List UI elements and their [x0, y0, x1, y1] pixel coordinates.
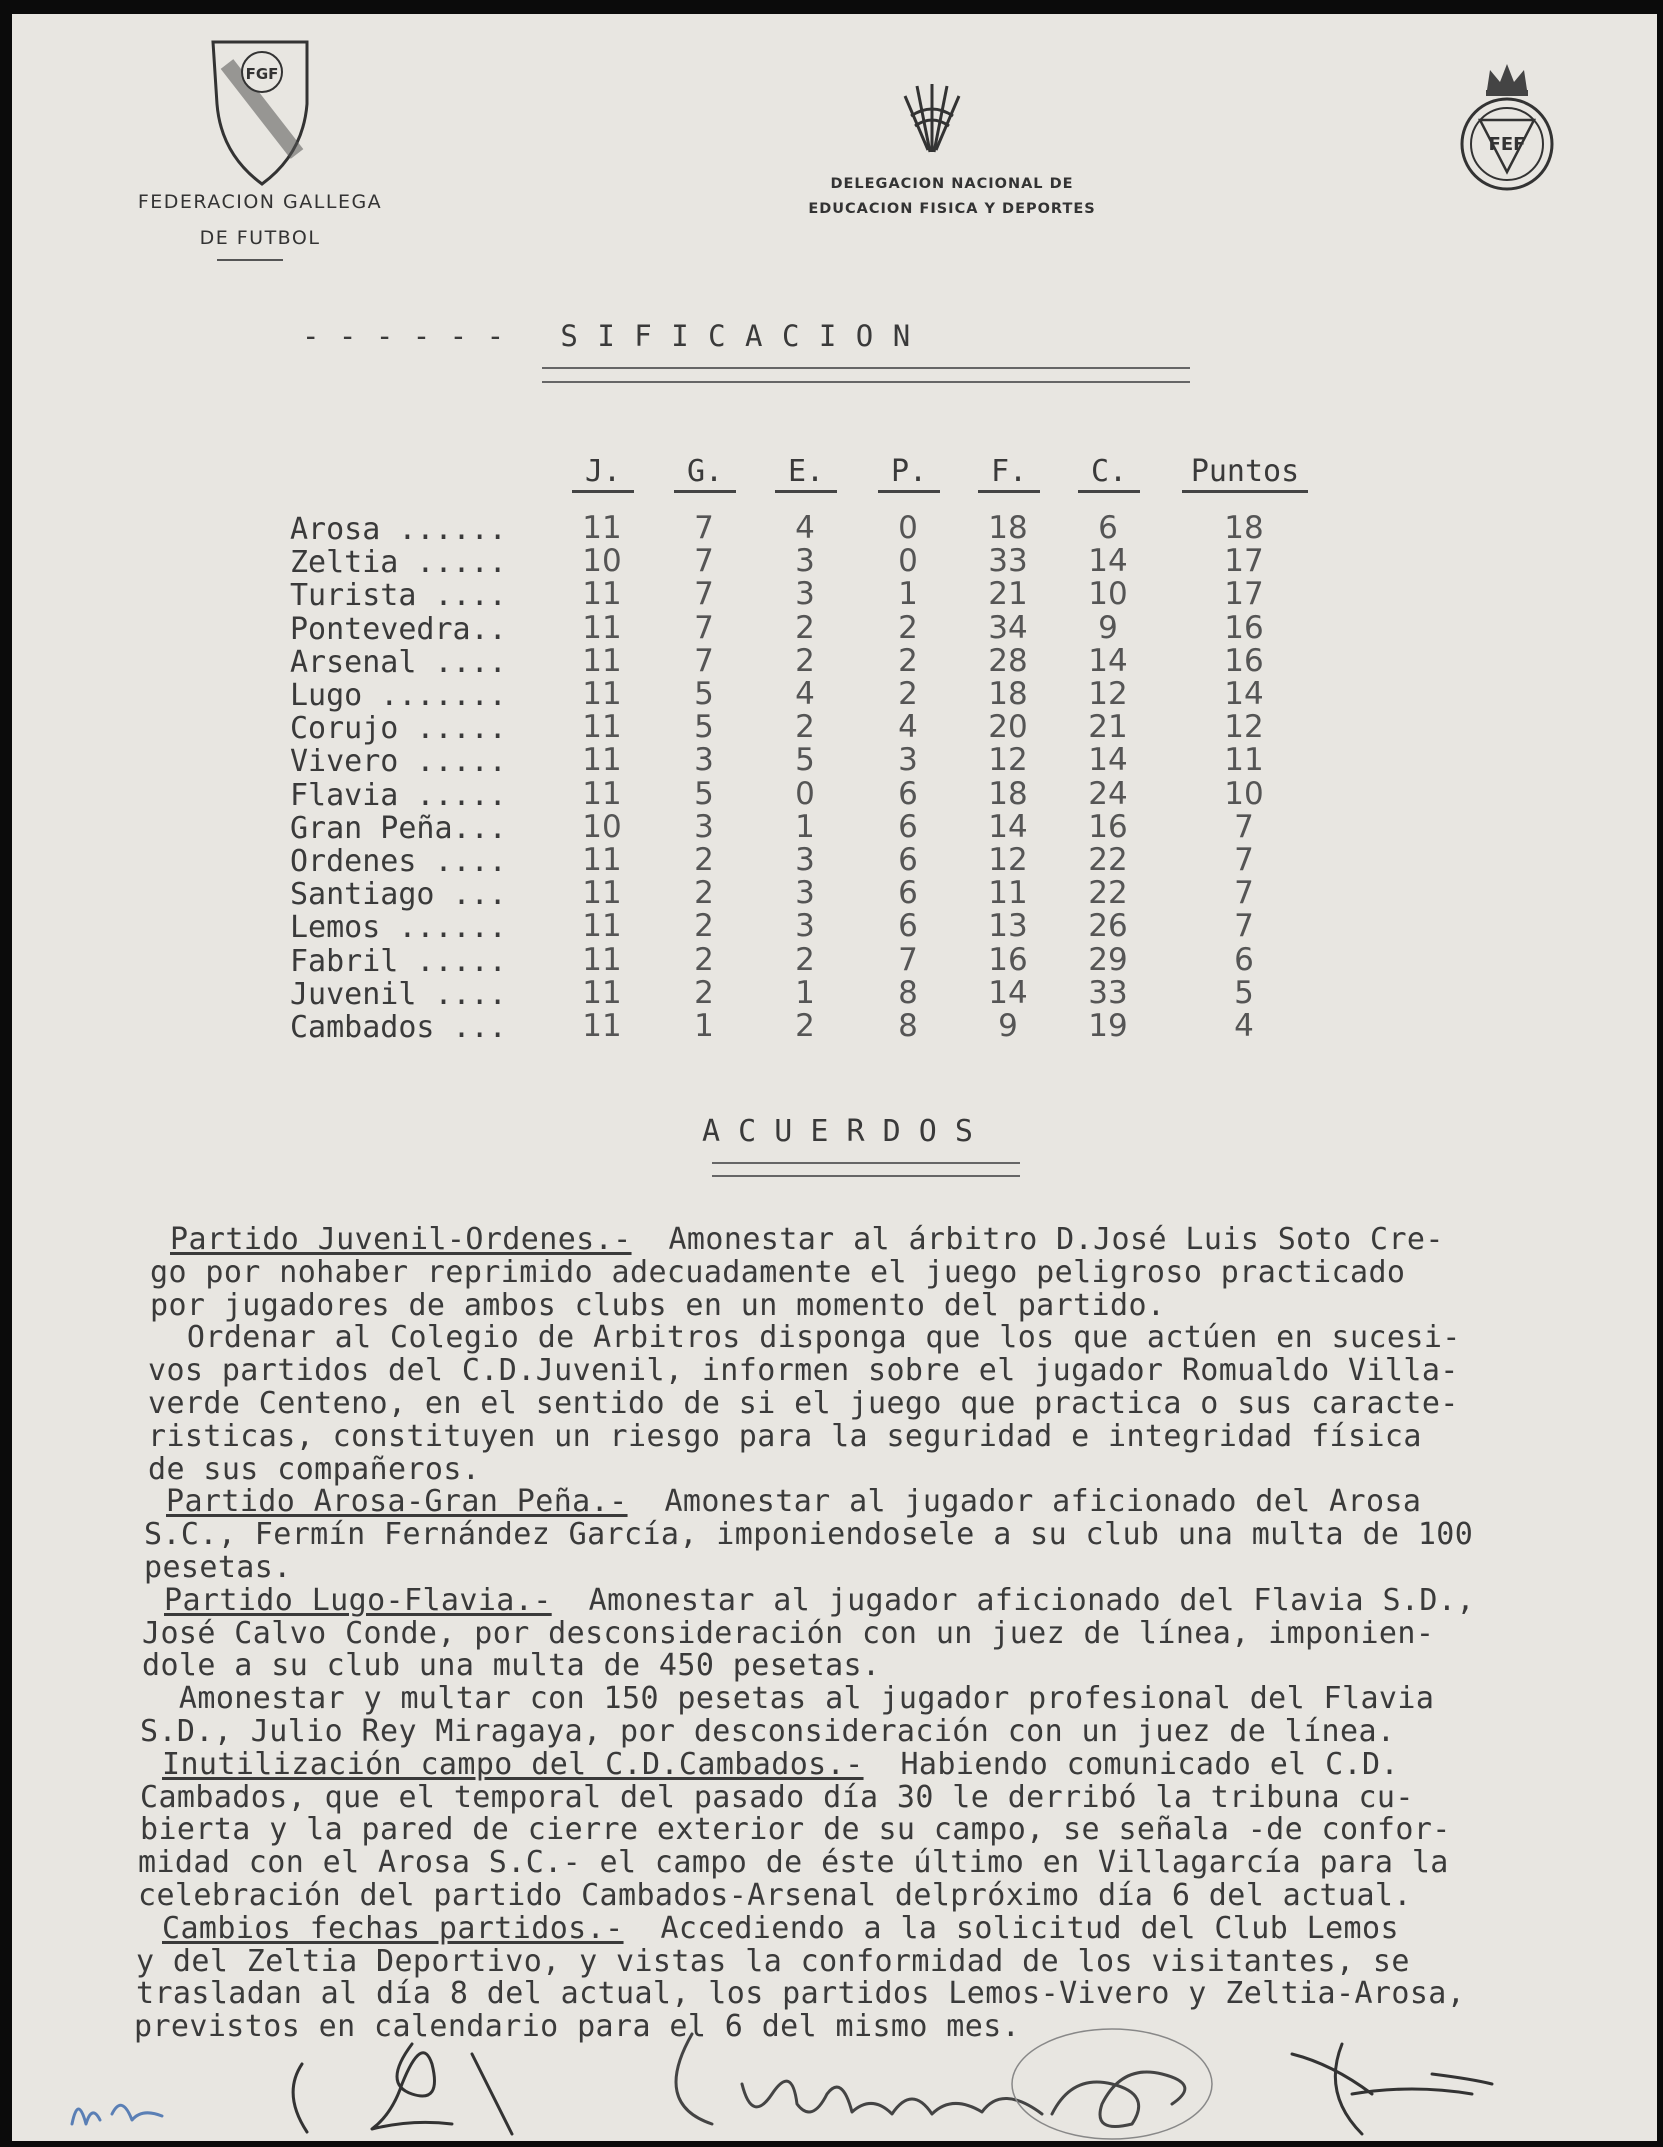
standings-cell: 29: [1088, 941, 1128, 978]
standings-cell: 2: [795, 1008, 815, 1044]
agreement-line: Cambados, que el temporal del pasado día 30 le derribó la tribuna cu-: [140, 1779, 1414, 1815]
standings-cell: 5: [694, 775, 714, 812]
standings-cell: 1: [694, 1008, 714, 1044]
agreement-heading-lugo-flavia: Partido Lugo-Flavia.-: [164, 1582, 552, 1618]
standings-cell: 16: [988, 941, 1028, 978]
standings-cell: 18: [988, 676, 1028, 712]
standings-cell: 9: [998, 1008, 1018, 1044]
standings-cell: 10: [1224, 775, 1264, 812]
standings-cell: 11: [582, 842, 622, 878]
standings-cell: 7: [694, 642, 714, 679]
standings-cell: 2: [795, 941, 815, 978]
agreement-line: Ordenar al Colegio de Arbitros disponga que los que actúen en sucesi-: [150, 1320, 1461, 1356]
standings-cell: 2: [694, 974, 714, 1011]
agreement-heading-cambados-field: Inutilización campo del C.D.Cambados.-: [162, 1746, 864, 1782]
standings-cell: 5: [795, 742, 815, 779]
standings-cell: 3: [898, 742, 918, 779]
agreement-line: Partido Juvenil-Ordenes.- Amonestar al árbitro D.José Luis Soto Cre-: [170, 1222, 1444, 1257]
standings-cell: 13: [988, 908, 1028, 945]
standings-cell: 11: [582, 742, 622, 779]
team-name: Arsenal ....: [290, 644, 507, 680]
standings-cell: 7: [694, 543, 714, 580]
federation-name-line-2: DE FUTBOL: [199, 227, 321, 249]
standings-cell: 10: [582, 808, 622, 845]
standings-cell: 5: [694, 676, 714, 712]
col-header-won: G.: [674, 454, 736, 493]
agreement-line: Amonestar y multar con 150 pesetas al jugador profesional del Flavia: [142, 1681, 1435, 1717]
standings-cell: 14: [1088, 642, 1128, 679]
standings-cell: 16: [1224, 609, 1264, 646]
agreements-title: A C U E R D O S: [702, 1114, 973, 1149]
standings-cell: 3: [795, 576, 815, 613]
team-name: Gran Peña...: [290, 810, 507, 846]
standings-cell: 2: [898, 642, 918, 679]
standings-cell: 11: [582, 908, 622, 945]
federation-name-rule: [217, 259, 283, 261]
standings-cell: 2: [694, 941, 714, 978]
agreement-line: midad con el Arosa S.C.- el campo de éste último en Villagarcía para la: [138, 1845, 1449, 1881]
team-name: Ordenes ....: [290, 844, 507, 879]
standings-cell: 7: [1234, 908, 1254, 945]
agreement-line: pesetas.: [144, 1549, 292, 1585]
col-header-lost: P.: [878, 454, 940, 493]
federation-name: [110, 184, 410, 256]
standings-cell: 22: [1088, 875, 1128, 912]
standings-cell: 16: [1088, 808, 1128, 845]
agreement-line: dole a su club una multa de 450 pesetas.: [142, 1648, 881, 1684]
team-name: Cambados ...: [290, 1010, 507, 1045]
agreement-line: risticas, constituyen un riesgo para la seguridad e integridad física: [148, 1418, 1422, 1454]
team-name: Juvenil ....: [290, 976, 507, 1012]
standings-cell: 5: [694, 709, 714, 746]
crowned-federation-emblem-icon: [1452, 54, 1562, 204]
team-name: Fabril .....: [290, 943, 507, 979]
standings-cell: 28: [988, 642, 1028, 679]
standings-cell: 6: [898, 875, 918, 912]
standings-cell: 11: [988, 875, 1028, 912]
standings-cell: 18: [988, 775, 1028, 812]
standings-cell: 11: [582, 709, 622, 746]
standings-cell: 0: [795, 775, 815, 812]
standings-cell: 6: [1234, 941, 1254, 978]
team-name: Santiago ...: [290, 877, 507, 913]
standings-cell: 7: [1234, 808, 1254, 845]
agreement-line: por jugadores de ambos clubs en un momento del partido.: [150, 1287, 1166, 1323]
standings-cell: 14: [988, 974, 1028, 1011]
standings-cell: 9: [1098, 609, 1118, 646]
standings-cell: 2: [795, 709, 815, 746]
col-header-played: J.: [572, 454, 634, 493]
standings-cell: 4: [795, 510, 815, 546]
standings-cell: 3: [795, 875, 815, 912]
standings-cell: 12: [988, 842, 1028, 878]
standings-cell: 7: [1234, 842, 1254, 878]
standings-cell: 11: [1224, 742, 1264, 779]
standings-cell: 11: [582, 941, 622, 978]
standings-cell: 33: [1088, 974, 1128, 1011]
standings-cell: 3: [795, 908, 815, 945]
standings-cell: 33: [988, 543, 1028, 580]
standings-cell: 1: [795, 974, 815, 1011]
team-name: Pontevedra..: [290, 611, 507, 647]
agreement-line: previstos en calendario para el 6 del mismo mes.: [134, 2009, 1021, 2045]
agreement-line: y del Zeltia Deportivo, y vistas la conformidad de los visitantes, se: [136, 1943, 1410, 1979]
standings-cell: 11: [582, 576, 622, 613]
standings-cell: 2: [898, 676, 918, 712]
standings-cell: 11: [582, 609, 622, 646]
standings-cell: 10: [1088, 576, 1128, 613]
agreements-body: [134, 1222, 1657, 2045]
classification-title-double-rule: [542, 367, 1190, 383]
standings-cell: 6: [898, 842, 918, 878]
standings-cell: 12: [1088, 676, 1128, 712]
standings-cell: 24: [1088, 775, 1128, 812]
standings-cell: 4: [898, 709, 918, 746]
team-name: Flavia .....: [290, 777, 507, 813]
team-name: Turista ....: [290, 578, 507, 614]
agreement-line: vos partidos del C.D.Juvenil, informen sobre el jugador Romualdo Villa-: [148, 1353, 1459, 1389]
handwritten-signatures: [52, 2024, 1532, 2141]
agreement-heading-juvenil-ordenes: Partido Juvenil-Ordenes.-: [170, 1222, 632, 1257]
standings-cell: 11: [582, 974, 622, 1011]
standings-cell: 7: [694, 576, 714, 613]
standings-cell: 12: [988, 742, 1028, 779]
standings-cell: 5: [1234, 974, 1254, 1011]
team-name: Lemos ......: [290, 910, 507, 946]
standings-cell: 2: [694, 908, 714, 945]
federation-shield-icon: [207, 34, 317, 194]
standings-cell: 6: [898, 808, 918, 845]
yoke-arrows-emblem-icon: [897, 74, 967, 159]
standings-cell: 21: [1088, 709, 1128, 746]
standings-cell: 18: [988, 510, 1028, 546]
standings-cell: 4: [795, 676, 815, 712]
standings-cell: 3: [694, 742, 714, 779]
standings-cell: 16: [1224, 642, 1264, 679]
standings-cell: 7: [898, 941, 918, 978]
document-page: [12, 14, 1657, 2141]
standings-cell: 6: [898, 908, 918, 945]
standings-cell: 4: [1234, 1008, 1254, 1044]
col-header-goals-for: F.: [978, 454, 1040, 493]
standings-cell: 6: [1098, 510, 1118, 546]
agreement-line: Partido Arosa-Gran Peña.- Amonestar al jugador aficionado del Arosa: [166, 1484, 1422, 1520]
standings-cell: 11: [582, 642, 622, 679]
agreement-line: Cambios fechas partidos.- Accediendo a la solicitud del Club Lemos: [162, 1910, 1399, 1946]
agreement-line: José Calvo Conde, por desconsideración con un juez de línea, imponien-: [142, 1615, 1435, 1651]
standings-cell: 14: [1088, 543, 1128, 580]
standings-cell: 7: [694, 510, 714, 546]
standings-cell: 20: [988, 709, 1028, 746]
team-name: Lugo .......: [290, 678, 507, 713]
federation-name-line-1: FEDERACION GALLEGA: [137, 191, 383, 213]
standings-cell: 2: [898, 609, 918, 646]
agreement-line: Inutilización campo del C.D.Cambados.- Habiendo comunicado el C.D.: [162, 1746, 1399, 1782]
agreement-line: trasladan al día 8 del actual, los partidos Lemos-Vivero y Zeltia-Arosa,: [136, 1976, 1466, 2012]
standings-cell: 21: [988, 576, 1028, 613]
standings-cell: 8: [898, 1008, 918, 1044]
national-delegation-line-1: DELEGACION NACIONAL DE: [830, 176, 1074, 192]
agreement-line: Partido Lugo-Flavia.- Amonestar al jugador aficionado del Flavia S.D.,: [164, 1582, 1475, 1618]
col-header-drawn: E.: [775, 454, 837, 493]
classification-title: - - - - - - S I F I C A C I O N: [302, 319, 912, 353]
agreement-line: verde Centeno, en el sentido de si el juego que practica o sus caracte-: [148, 1385, 1459, 1421]
standings-cell: 2: [795, 609, 815, 646]
standings-cell: 1: [898, 576, 918, 613]
standings-cell: 14: [1224, 676, 1264, 712]
team-name: Vivero .....: [290, 744, 507, 780]
agreement-line: go por nohaber reprimido adecuadamente el juego peligroso practicado: [150, 1254, 1406, 1290]
team-name: Corujo .....: [290, 711, 507, 747]
standings-cell: 2: [694, 842, 714, 878]
agreement-line: bierta y la pared de cierre exterior de su campo, se señala -de confor-: [140, 1812, 1451, 1848]
team-name: Zeltia .....: [290, 545, 507, 581]
standings-cell: 11: [582, 676, 622, 712]
agreement-line: S.D., Julio Rey Miragaya, por desconsideración con un juez de línea.: [140, 1713, 1396, 1749]
standings-cell: 14: [1088, 742, 1128, 779]
standings-cell: 12: [1224, 709, 1264, 746]
col-header-goals-against: C.: [1078, 454, 1140, 493]
standings-cell: 19: [1088, 1008, 1128, 1044]
standings-cell: 2: [694, 875, 714, 912]
agreement-heading-date-changes: Cambios fechas partidos.-: [162, 1910, 624, 1946]
federation-shield-letters: FGF: [245, 65, 279, 83]
standings-cell: 1: [795, 808, 815, 845]
standings-cell: 3: [795, 842, 815, 878]
standings-cell: 7: [1234, 875, 1254, 912]
agreement-heading-arosa-gran-pena: Partido Arosa-Gran Peña.-: [166, 1484, 628, 1520]
standings-cell: 14: [988, 808, 1028, 845]
standings-cell: 2: [795, 642, 815, 679]
agreement-line: celebración del partido Cambados-Arsenal delpróximo día 6 del actual.: [138, 1877, 1412, 1913]
standings-cell: 34: [988, 609, 1028, 646]
standings-cell: 7: [694, 609, 714, 646]
team-name: Arosa ......: [290, 512, 507, 547]
agreements-title-double-rule: [712, 1162, 1020, 1177]
agreement-line: S.C., Fermín Fernández García, imponiendosele a su club una multa de 100: [144, 1517, 1474, 1553]
standings-cell: 26: [1088, 908, 1128, 945]
national-delegation-name: [782, 172, 1122, 222]
national-delegation-line-2: EDUCACION FISICA Y DEPORTES: [808, 201, 1096, 217]
standings-cell: 17: [1224, 576, 1264, 613]
standings-cell: 0: [898, 510, 918, 546]
standings-cell: 3: [694, 808, 714, 845]
standings-cell: 18: [1224, 510, 1264, 546]
standings-cell: 6: [898, 775, 918, 812]
standings-cell: 8: [898, 974, 918, 1011]
standings-cell: 11: [582, 510, 622, 546]
standings-cell: 22: [1088, 842, 1128, 878]
agreement-line: de sus compañeros.: [148, 1451, 481, 1487]
standings-cell: 11: [582, 875, 622, 912]
col-header-points: Puntos: [1182, 454, 1308, 493]
standings-cell: 11: [582, 1008, 622, 1044]
standings-cell: 10: [582, 543, 622, 580]
standings-cell: 3: [795, 543, 815, 580]
crowned-emblem-letters: FEF: [1488, 134, 1526, 155]
standings-cell: 17: [1224, 543, 1264, 580]
standings-cell: 0: [898, 543, 918, 580]
standings-cell: 11: [582, 775, 622, 812]
